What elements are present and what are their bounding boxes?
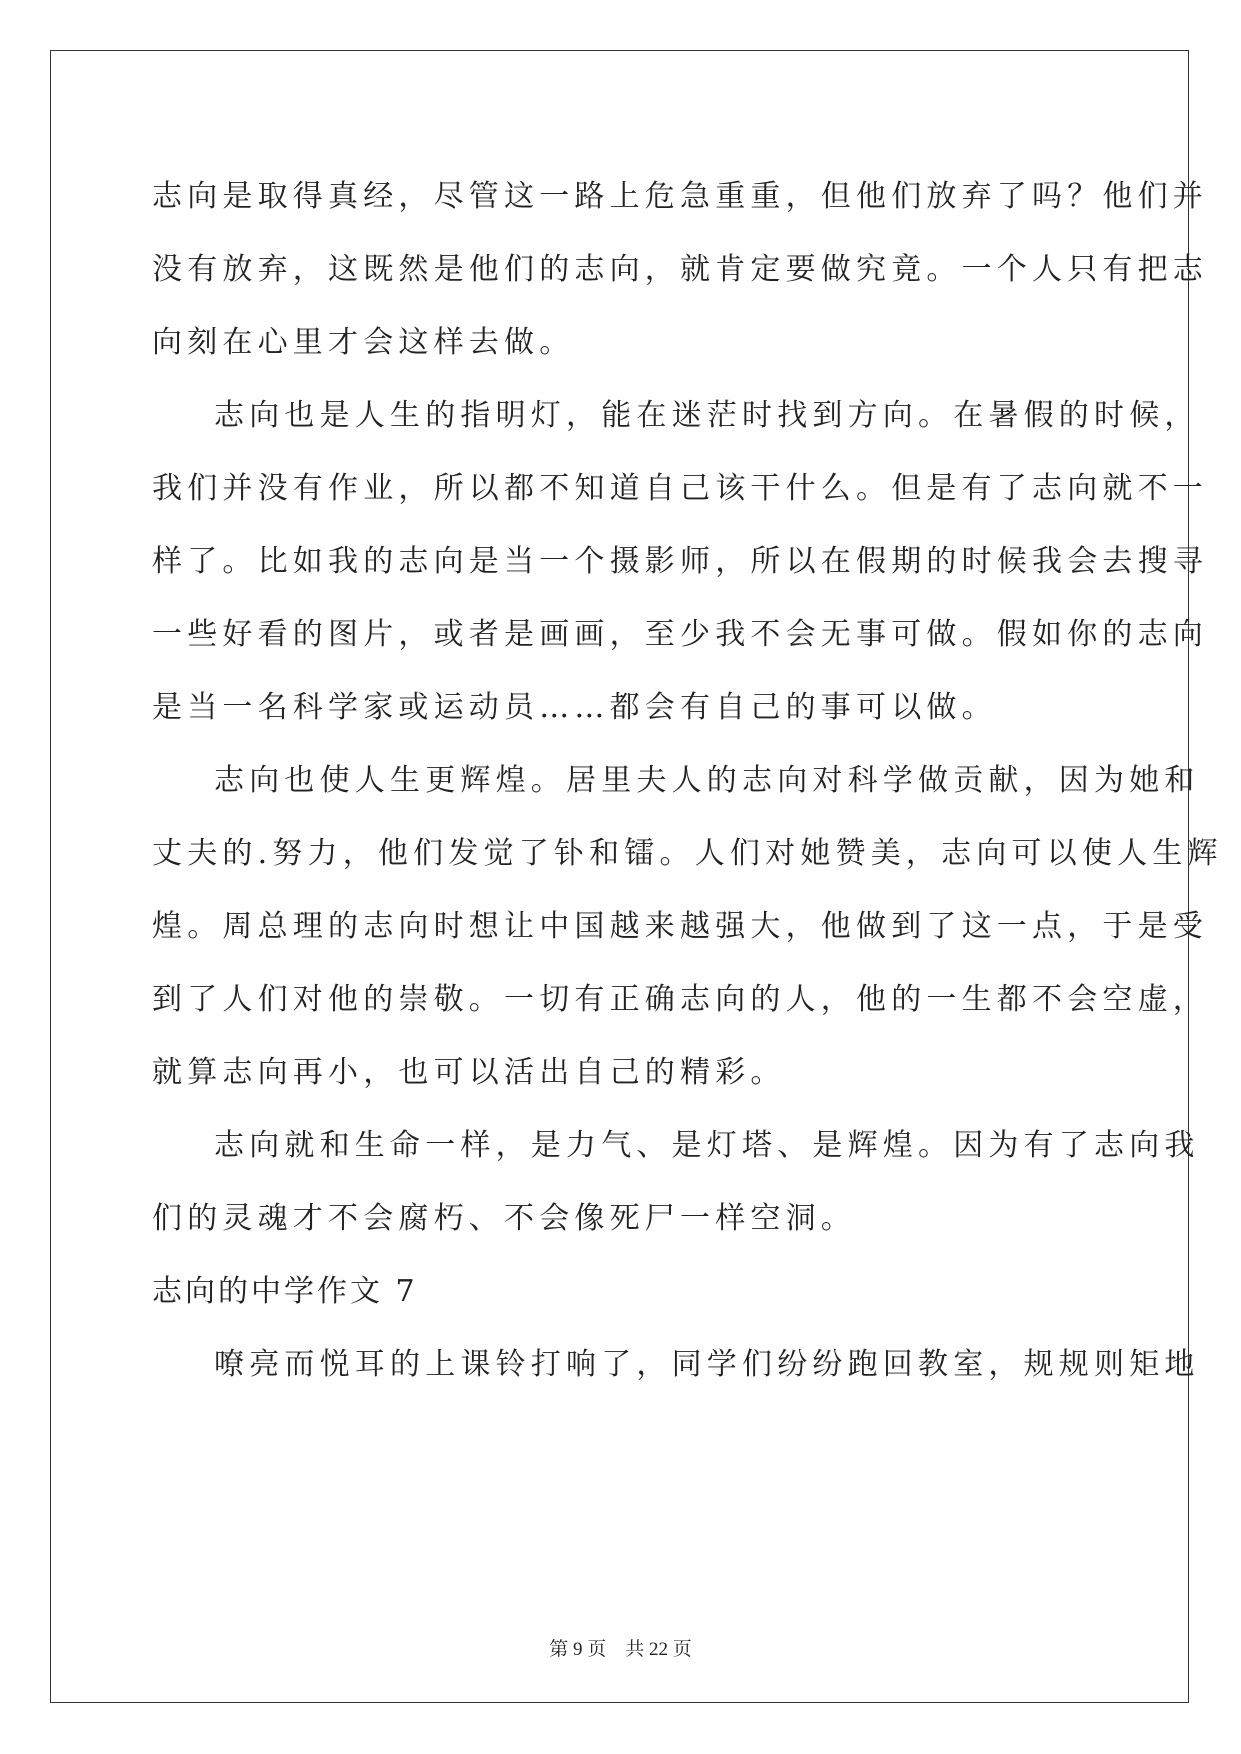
text-line: 就算志向再小，也可以活出自己的精彩。	[152, 1055, 786, 1090]
text-line: 嘹亮而悦耳的上课铃打响了，同学们纷纷跑回教室，规规则矩地	[214, 1347, 1200, 1382]
text-line: 志向是取得真经，尽管这一路上危急重重，但他们放弃了吗？他们并	[152, 179, 1208, 214]
text-line: 志向也使人生更辉煌。居里夫人的志向对科学做贡献，因为她和	[214, 763, 1200, 798]
text-line: 到了人们对他的崇敬。一切有正确志向的人，他的一生都不会空虚，	[152, 982, 1208, 1017]
text-line: 一些好看的图片，或者是画画，至少我不会无事可做。假如你的志向	[152, 617, 1208, 652]
text-line: 我们并没有作业，所以都不知道自己该干什么。但是有了志向就不一	[152, 471, 1208, 506]
text-line: 煌。周总理的志向时想让中国越来越强大，他做到了这一点，于是受	[152, 909, 1208, 944]
page-number: 第 9 页 共 22 页	[549, 1639, 692, 1660]
text-line: 向刻在心里才会这样去做。	[152, 325, 575, 360]
text-line: 没有放弃，这既然是他们的志向，就肯定要做究竟。一个人只有把志	[152, 252, 1208, 287]
page-footer	[0, 1634, 1241, 1661]
text-line: 志向也是人生的指明灯，能在迷茫时找到方向。在暑假的时候，	[214, 398, 1200, 433]
document-body	[152, 160, 1223, 1401]
text-line: 样了。比如我的志向是当一个摄影师，所以在假期的时候我会去搜寻	[152, 544, 1208, 579]
text-line: 们的灵魂才不会腐朽、不会像死尸一样空洞。	[152, 1201, 856, 1236]
text-line: 丈夫的.努力，他们发觉了钋和镭。人们对她赞美，志向可以使人生辉	[152, 836, 1223, 871]
section-heading: 志向的中学作文 7	[152, 1274, 418, 1309]
text-line: 是当一名科学家或运动员……都会有自己的事可以做。	[152, 690, 997, 725]
text-line: 志向就和生命一样，是力气、是灯塔、是辉煌。因为有了志向我	[214, 1128, 1200, 1163]
